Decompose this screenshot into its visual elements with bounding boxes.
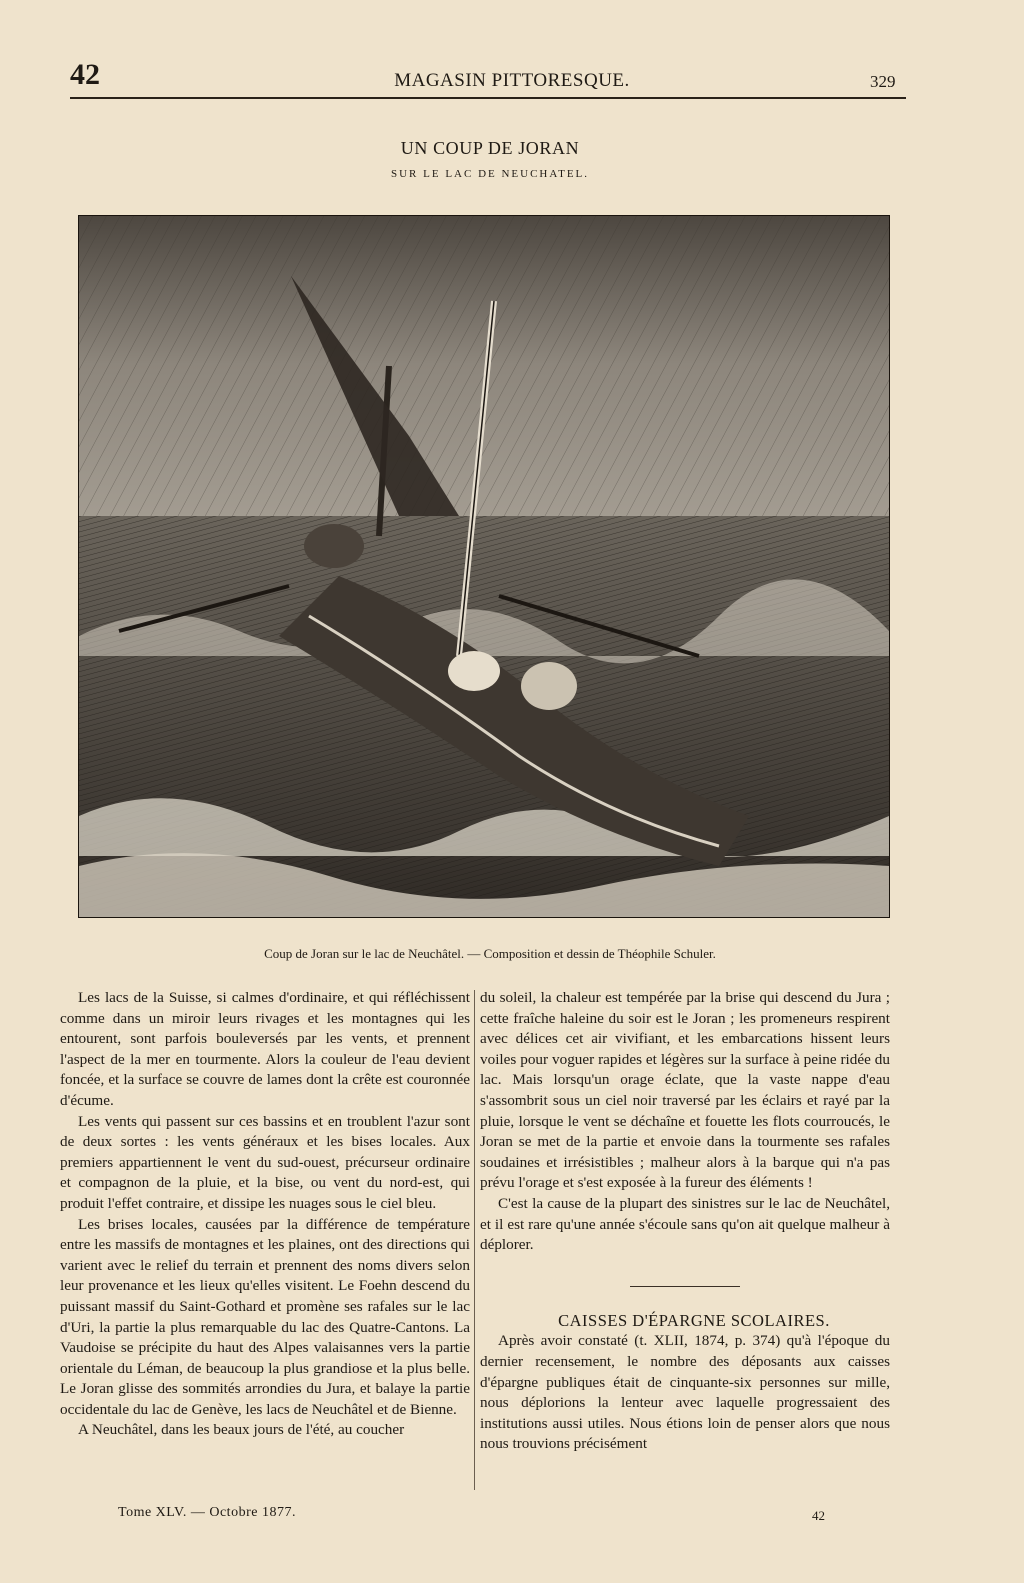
engraving-illustration	[78, 215, 890, 918]
paragraph: Les vents qui passent sur ces bassins et en troublent l'azur sont de deux sortes : les vents généraux et les bises locales. Aux premiers appartiennent le vent du sud-ouest, précurseur ordinaire et compagnon de la pluie, et la bise, ou vent du nord-est, qui produit l'effet contraire, et dissipe les nuages sous le ciel bleu.	[60, 1112, 470, 1212]
header-journal-title: MAGASIN PITTORESQUE.	[394, 70, 630, 91]
engraving-caption: Coup de Joran sur le lac de Neuchâtel. — Composition et dessin de Théophile Schuler.	[264, 946, 716, 961]
paragraph: Après avoir constaté (t. XLII, 1874, p. 374) qu'à l'époque du dernier recensement, le nombre des déposants aux caisses d'épargne publiques était de cinquante-six personnes sur mille, nous déplorions la lenteur avec laquelle progressaient des institutions aussi utiles. Nous étions loin de penser alors que nous nous trouvions précisément	[480, 1332, 890, 1453]
paragraph: C'est la cause de la plupart des sinistres sur le lac de Neuchâtel, et il est rare qu'une année s'écoule sans qu'on ait quelque malheur à déplorer.	[480, 1194, 890, 1254]
paragraph: Les brises locales, causées par la différence de température entre les massifs de montagnes et les plaines, ont des directions qui varient avec le relief du terrain et prennent des noms divers selon leur provenance et les lieux qu'elles visitent. Le Foehn descend du puissant massif du Saint-Gothard et promène ses rafales sur le lac d'Uri, la partie la plus remarquable du lac des Quatre-Cantons. La Vaudoise se précipite du haut des Alpes valaisannes vers la partie orientale du Léman, de beaucoup la plus grandiose et la plus belle. Le Joran glisse des sommités arrondies du Jura, et balaye la partie occidentale du lac de Genève, les lacs de Neuchâtel et de Bienne.	[60, 1215, 470, 1418]
section-separator	[630, 1286, 740, 1287]
article-subtitle: SUR LE LAC DE NEUCHATEL.	[390, 168, 590, 180]
footer-volume: Tome XLV. — Octobre 1877.	[118, 1505, 296, 1520]
column-divider	[474, 990, 475, 1490]
article-title: UN COUP DE JORAN	[400, 138, 580, 158]
right-column	[480, 988, 890, 1455]
header-page-number-right: 329	[870, 72, 896, 91]
header-page-number-left: 42	[70, 58, 100, 91]
left-column	[60, 988, 470, 1441]
paragraph: A Neuchâtel, dans les beaux jours de l'été, au coucher	[78, 1421, 405, 1439]
paragraph: du soleil, la chaleur est tempérée par la brise qui descend du Jura ; cette fraîche haleine du soir est le Joran ; les promeneurs respirent avec délices cet air vivifiant, et les embarcations hissent leurs voiles pour voguer rapides et légères sur la surface à peine ridée du lac. Mais lorsqu'un orage éclate, que la vaste nappe d'eau s'assombrit sous un ciel noir traversé par les éclairs et rayé par la pluie, lorsque le vent se déchaîne et fouette les flots courroucés, le Joran se met de la partie et envoie dans la tourmente ses rafales soudaines et irrésistibles ; malheur alors à la barque qui n'a pas prévu l'orage et s'est exposée à la fureur des éléments !	[480, 989, 890, 1192]
footer-signature-mark: 42	[812, 1508, 825, 1523]
section-title: CAISSES D'ÉPARGNE SCOLAIRES.	[558, 1310, 830, 1330]
header-rule	[70, 97, 906, 99]
paragraph: Les lacs de la Suisse, si calmes d'ordinaire, et qui réfléchissent comme dans un miroir leurs rivages et les montagnes qui les entourent, sont parfois bouleversés par les vents, et prennent l'aspect de la mer en tourmente. Alors la couleur de l'eau devient foncée, et la surface se couvre de lames dont la crête est couronnée d'écume.	[60, 989, 470, 1109]
